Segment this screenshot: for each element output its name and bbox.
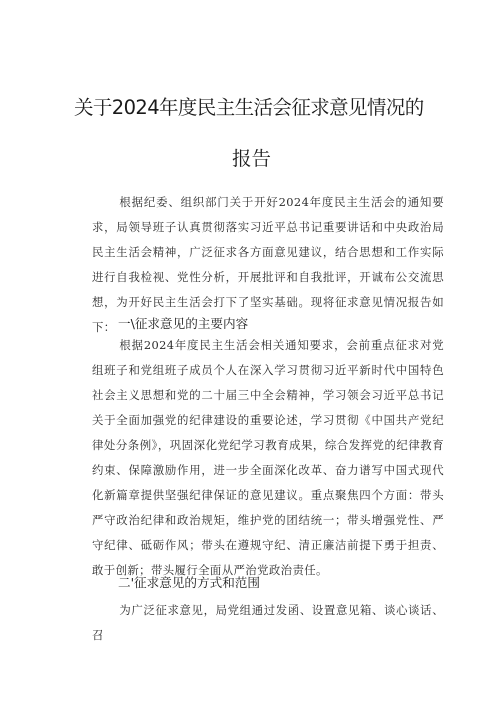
intro-paragraph: 根据纪委、组织部门关于开好2024年度民主生活会的通知要求，局领导班子认真贯彻落实习近平总书记重要讲话和中央政治局民主生活会精神，广泛征求各方面意见建议，结合思想和工作实际进行自我检视、党性分析，开展批评和自我批评，开诚布公交流思想，为开好民主生活会打下了坚实基础。现将征求意见情况报告如下： <box>92 195 444 334</box>
section-1-paragraph: 根据2024年度民主生活会相关通知要求，会前重点征求对党组班子和党组班子成员个人在深入学习贯彻习近平新时代中国特色社会主义思想和党的二十届三中全会精神，学习领会习近平总书记关于全面加强党的纪律建设的重要论述，学习贯彻《中国共产党纪律处分条例》，巩固深化党纪学习教育成果，综合发挥党的纪律教育约束、保障激励作用，进一步全面深化改革、奋力谱写中国式现代化新篇章提供坚强纪律保证的意见建议。重点聚焦四个方面：带头严守政治纪律和政治规矩，维护党的团结统一；带头增强党性、严守纪律、砥砺作风；带头在遵规守纪、清正廉洁前提下勇于担责、敢于创新；带头履行全面从严治党政治责任。 <box>92 338 444 577</box>
section-heading-2: 二'征求意见的方式和范围 <box>118 575 260 590</box>
document-title-line-2: 报告 <box>232 147 272 170</box>
document-title-line-1: 关于2024年度民主生活会征求意见情况的 <box>74 96 424 119</box>
section-2-paragraph: 为广泛征求意见，局党组通过发函、设置意见箱、谈心谈话、召 <box>92 603 444 642</box>
section-heading-1: 一\征求意见的主要内容 <box>118 316 249 331</box>
